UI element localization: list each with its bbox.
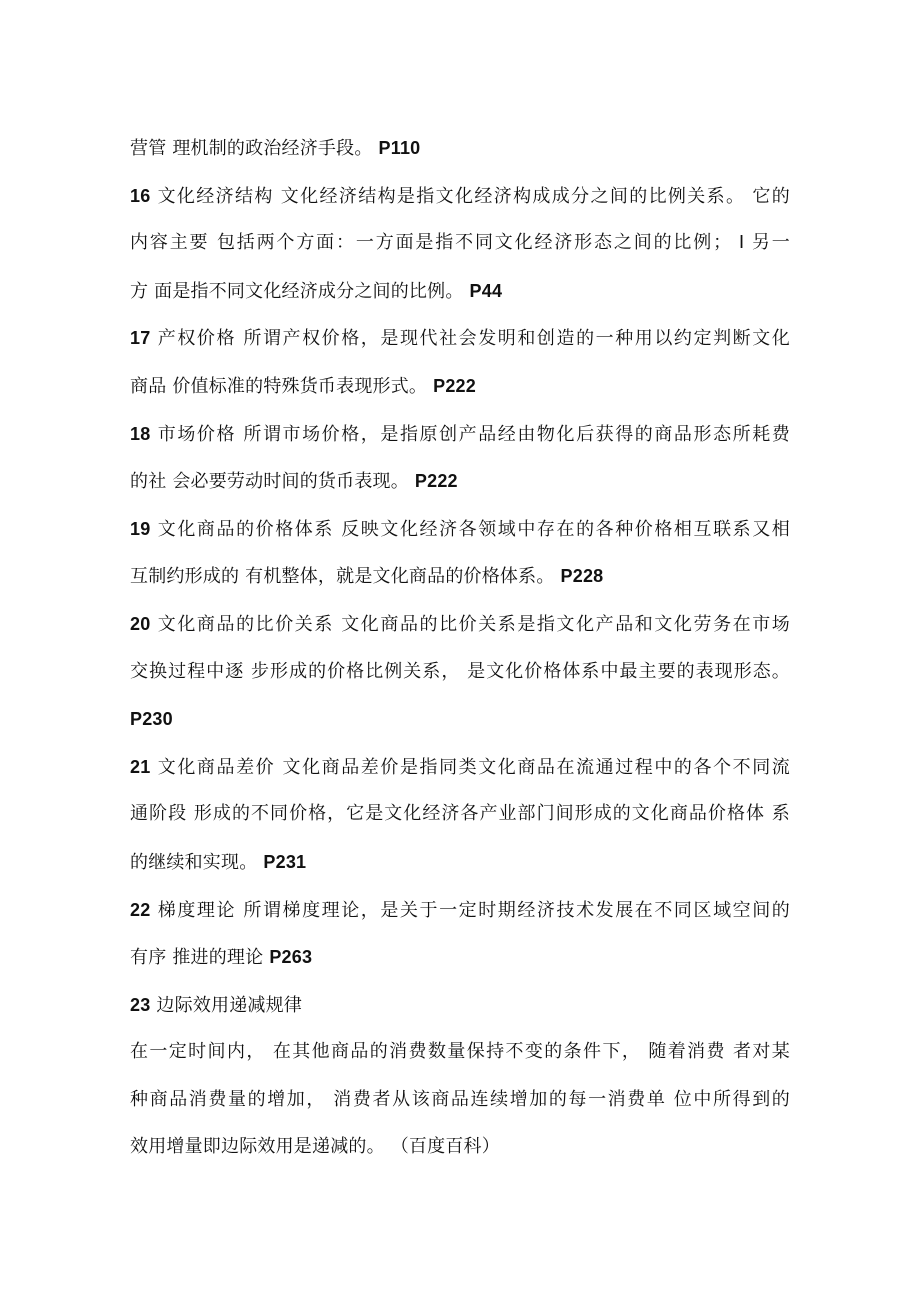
page-ref: P231 bbox=[263, 851, 307, 872]
text-line bbox=[130, 1080, 790, 1128]
line-text: 文化商品的价格体系 反映文化经济各领域中存在的各种价格相互联系又相 bbox=[156, 518, 790, 540]
text-line bbox=[130, 747, 790, 795]
line-text: 种商品消费量的增加， 消费者从该商品连续增加的每一消费单 位中所得到的 bbox=[130, 1088, 790, 1110]
entry-number: 21 bbox=[130, 756, 151, 777]
text-line bbox=[130, 1127, 790, 1175]
text-line bbox=[130, 414, 790, 462]
page-ref: P222 bbox=[414, 471, 458, 492]
entry-number: 17 bbox=[130, 328, 151, 349]
text-line bbox=[130, 556, 790, 604]
line-text: 效用增量即边际效用是递减的。 （百度百科） bbox=[130, 1136, 500, 1158]
text-line bbox=[130, 937, 790, 985]
line-text: 商品 价值标准的特殊货币表现形式。 bbox=[130, 375, 428, 397]
text-line bbox=[130, 1032, 790, 1080]
line-text: 边际效用递减规律 bbox=[156, 994, 303, 1016]
text-line bbox=[130, 699, 790, 747]
line-text: 的社 会必要劳动时间的货币表现。 bbox=[130, 471, 409, 493]
entry-number: 19 bbox=[130, 518, 151, 539]
text-line bbox=[130, 509, 790, 557]
text-line bbox=[130, 223, 790, 271]
line-text: 在一定时间内， 在其他商品的消费数量保持不变的条件下， 随着消费 者对某 bbox=[130, 1041, 790, 1063]
line-text: 方 面是指不同文化经济成分之间的比例。 bbox=[130, 280, 464, 302]
line-text: 有序 推进的理论 bbox=[130, 947, 264, 969]
text-line bbox=[130, 604, 790, 652]
page-ref: P44 bbox=[469, 280, 503, 301]
line-text: 梯度理论 所谓梯度理论，是关于一定时期经济技术发展在不同区域空间的 bbox=[156, 899, 790, 921]
page-ref: P222 bbox=[433, 375, 476, 396]
text-line bbox=[130, 985, 790, 1033]
text-line bbox=[130, 794, 790, 842]
text-line bbox=[130, 318, 790, 366]
entry-number: 22 bbox=[130, 899, 151, 920]
line-text: 内容主要 包括两个方面：一方面是指不同文化经济形态之间的比例； I 另一 bbox=[130, 232, 790, 254]
line-text: 文化商品差价 文化商品差价是指同类文化商品在流通过程中的各个不同流 bbox=[156, 756, 790, 778]
text-line bbox=[130, 271, 790, 319]
line-text: 通阶段 形成的不同价格，它是文化经济各产业部门间形成的文化商品价格体 系 bbox=[130, 803, 790, 825]
line-text: 产权价格 所谓产权价格，是现代社会发明和创造的一种用以约定判断文化 bbox=[156, 328, 790, 350]
entry-number: 23 bbox=[130, 994, 151, 1015]
entry-number: 18 bbox=[130, 423, 151, 444]
text-line bbox=[130, 366, 790, 414]
text-line bbox=[130, 842, 790, 890]
entry-number: 20 bbox=[130, 613, 151, 634]
entry-number: 16 bbox=[130, 185, 151, 206]
page-ref: P230 bbox=[130, 709, 173, 730]
text-line bbox=[130, 128, 790, 176]
page-ref: P228 bbox=[560, 566, 604, 587]
line-text: 文化商品的比价关系 文化商品的比价关系是指文化产品和文化劳务在市场 bbox=[156, 613, 790, 635]
text-line bbox=[130, 890, 790, 938]
document-body bbox=[130, 128, 790, 1175]
line-text: 营管 理机制的政治经济手段。 bbox=[130, 138, 373, 159]
line-text: 交换过程中逐 步形成的价格比例关系， 是文化价格体系中最主要的表现形态。 bbox=[130, 660, 790, 682]
line-text: 互制约形成的 有机整体，就是文化商品的价格体系。 bbox=[130, 566, 555, 588]
page-ref: P263 bbox=[269, 947, 313, 968]
page-ref: P110 bbox=[378, 138, 421, 158]
text-line bbox=[130, 461, 790, 509]
text-line bbox=[130, 176, 790, 224]
line-text: 市场价格 所谓市场价格，是指原创产品经由物化后获得的商品形态所耗费 bbox=[156, 423, 790, 445]
line-text: 的继续和实现。 bbox=[130, 851, 258, 873]
text-line bbox=[130, 652, 790, 700]
line-text: 文化经济结构 文化经济结构是指文化经济构成成分之间的比例关系。 它的 bbox=[156, 185, 790, 207]
